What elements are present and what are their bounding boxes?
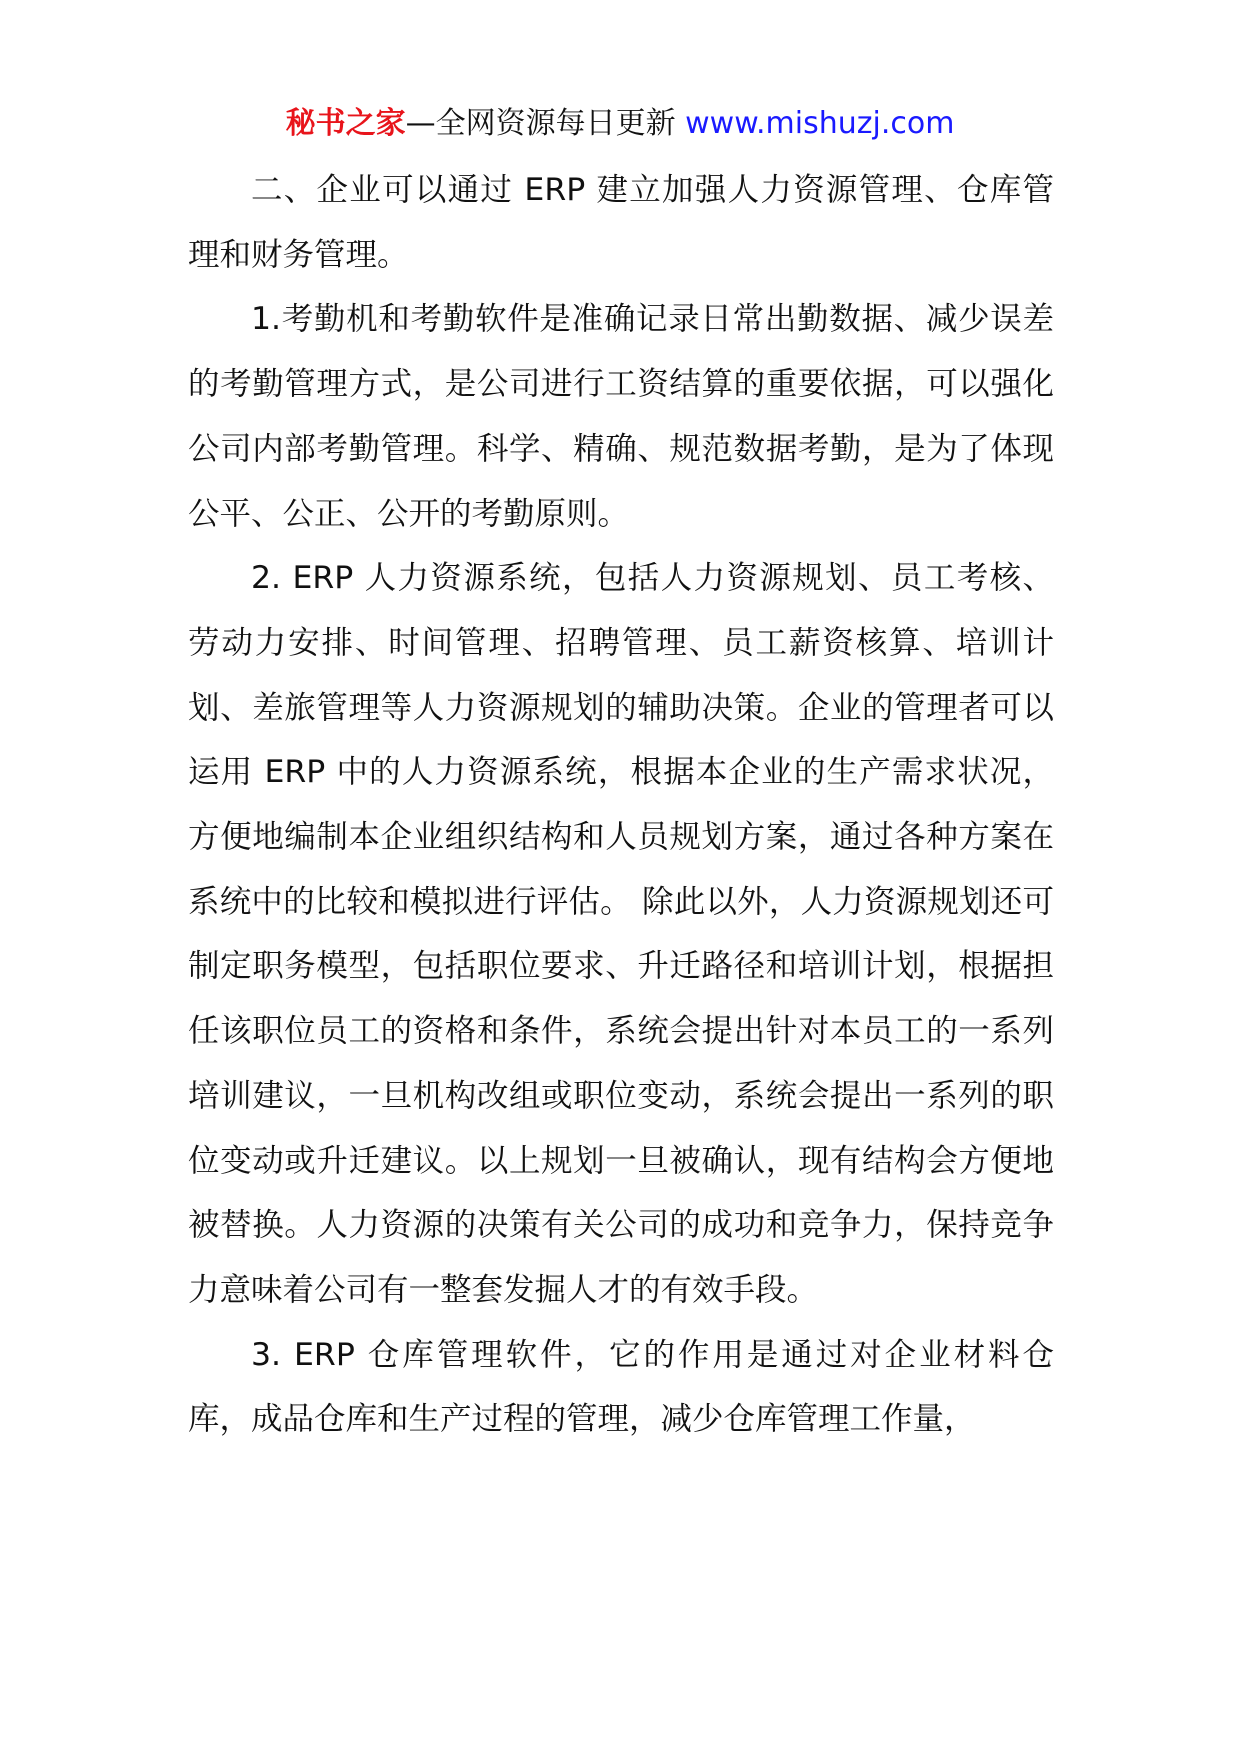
attendance-paragraph: 1.考勤机和考勤软件是准确记录日常出勤数据、减少误差的考勤管理方式，是公司进行工资结算的重要依据，可以强化公司内部考勤管理。科学、精确、规范数据考勤，是为了体现公平、公正、公开的考勤原则。 <box>188 301 1054 532</box>
site-url-link[interactable]: www.mishuzj.com <box>685 106 955 141</box>
warehouse-paragraph: 3. ERP 仓库管理软件，它的作用是通过对企业材料仓库，成品仓库和生产过程的管理，减少仓库管理工作量， <box>188 1336 1054 1438</box>
site-header <box>0 104 1240 144</box>
hr-system-paragraph: 2. ERP 人力资源系统，包括人力资源规划、员工考核、劳动力安排、时间管理、招聘管理、员工薪资核算、培训计划、差旅管理等人力资源规划的辅助决策。企业的管理者可以运用 ERP 中的人力资源系统，根据本企业的生产需求状况，方便地编制本企业组织结构和人员规划方案，通过各种方案在系统中的比较和模拟进行评估。 除此以外，人力资源规划还可制定职务模型，包括职位要求、升迁路径和培训计划，根据担任该职位员工的资格和条件，系统会提出针对本员工的一系列培训建议，一旦机构改组或职位变动，系统会提出一系列的职位变动或升迁建议。以上规划一旦被确认，现有结构会方便地被替换。人力资源的决策有关公司的成功和竞争力，保持竞争力意味着公司有一整套发掘人才的有效手段。 <box>188 560 1054 1308</box>
site-brand: 秘书之家 <box>285 106 406 141</box>
document-body <box>188 158 1054 1452</box>
section-heading-paragraph: 二、企业可以通过 ERP 建立加强人力资源管理、仓库管理和财务管理。 <box>188 172 1054 273</box>
site-slogan: —全网资源每日更新 <box>405 106 686 141</box>
